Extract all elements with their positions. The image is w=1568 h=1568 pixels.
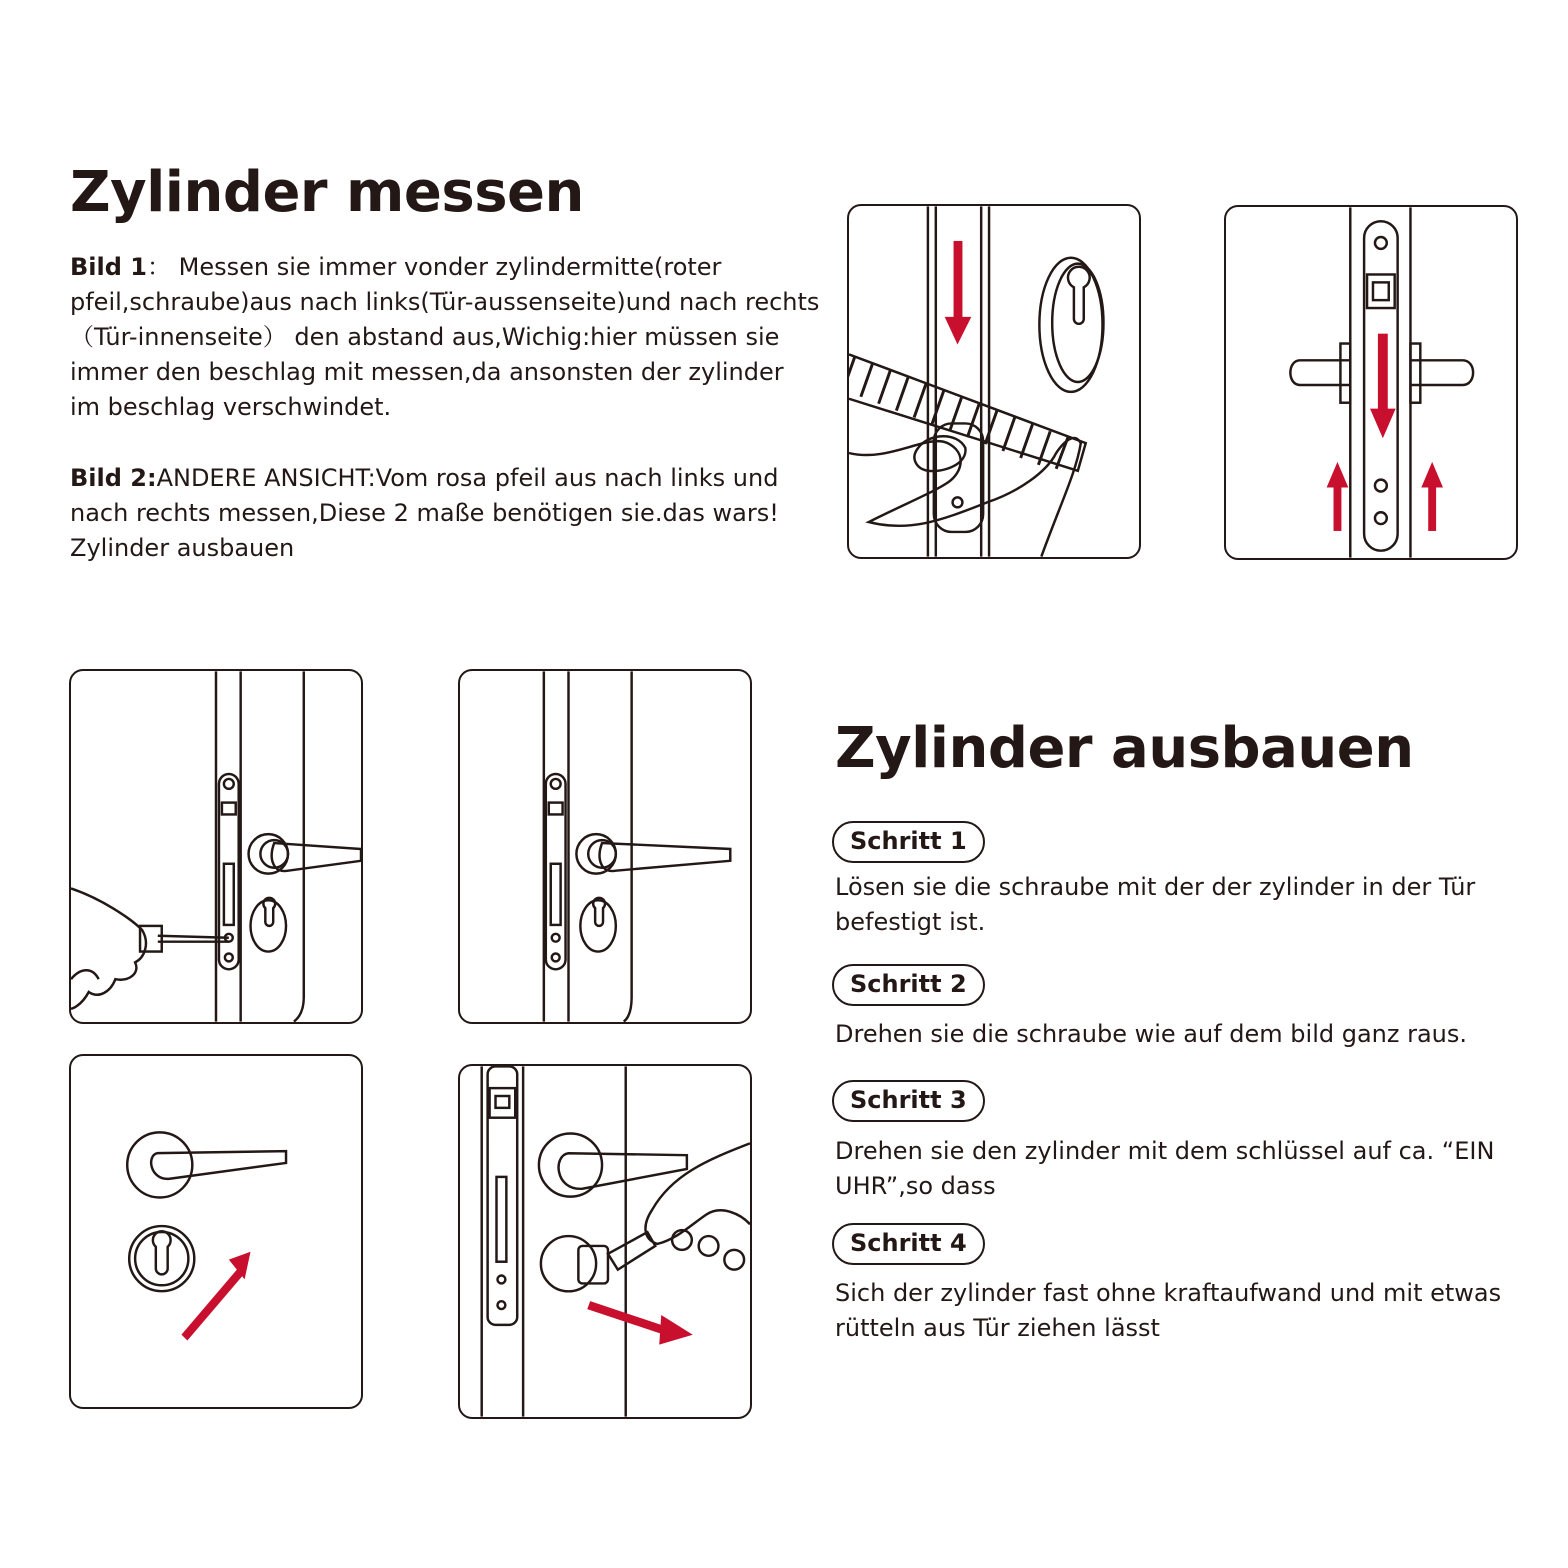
pull-cylinder-illustration (458, 1064, 752, 1419)
red-arrow-down-icon (945, 241, 972, 345)
red-arrow-diagonal-icon (181, 1252, 250, 1341)
red-arrow-up-right-icon (1421, 462, 1443, 531)
bild2-paragraph (70, 461, 820, 566)
step-2-badge: Schritt 2 (832, 964, 985, 1006)
bild2-label: Bild 2: (70, 464, 157, 492)
bild1-label: Bild 1 (70, 253, 147, 281)
door-edge-measure-illustration (1224, 205, 1518, 560)
bild1-separator: ： (146, 253, 171, 281)
measure-title: Zylinder messen (70, 160, 584, 225)
turn-cylinder-illustration (69, 1054, 363, 1409)
screw-removed-illustration (458, 669, 752, 1024)
step-4-text: Sich der zylinder fast ohne kraftaufwand und mit etwas rütteln aus Tür ziehen lässt (835, 1279, 1502, 1342)
step-1-badge: Schritt 1 (832, 821, 985, 863)
step-3-badge: Schritt 3 (832, 1080, 985, 1122)
red-arrow-up-left-icon (1327, 462, 1349, 531)
screwdriver-loosen-illustration (69, 669, 363, 1024)
red-arrow-down-icon (1370, 334, 1396, 439)
measuring-tape-drawing (849, 206, 1139, 557)
remove-title: Zylinder ausbauen (835, 716, 1414, 781)
pull-cylinder-drawing (460, 1066, 750, 1417)
door-edge-drawing (1226, 207, 1516, 558)
bild2-text: ANDERE ANSICHT:Vom rosa pfeil aus nach links und nach rechts messen,Diese 2 maße benötigen sie.das wars! (70, 464, 779, 527)
step-3-text: Drehen sie den zylinder mit dem schlüssel auf ca. “EIN UHR”,so dass (835, 1137, 1495, 1200)
bild1-text: Messen sie immer vonder zylindermitte(roter pfeil,schraube)aus nach links(Tür-aussenseite)und nach rechts（Tür-innenseite） den abstand aus,Wichig:hier müssen sie immer den beschlag mit messen,da ansonsten der zylinder im beschlag verschwindet. (70, 253, 820, 421)
screw-removed-drawing (460, 671, 750, 1022)
step-1-text: Lösen sie die schraube mit der der zylinder in der Tür befestigt ist. (835, 873, 1476, 936)
bild1-paragraph (70, 250, 820, 425)
red-arrow-pull-icon (587, 1301, 693, 1344)
step-4-badge: Schritt 4 (832, 1223, 985, 1265)
turn-cylinder-drawing (71, 1056, 361, 1407)
measuring-tape-illustration (847, 204, 1141, 559)
step-2-text: Drehen sie die schraube wie auf dem bild ganz raus. (835, 1020, 1468, 1048)
screwdriver-drawing (71, 671, 361, 1022)
bild2-tail: Zylinder ausbauen (70, 534, 295, 562)
